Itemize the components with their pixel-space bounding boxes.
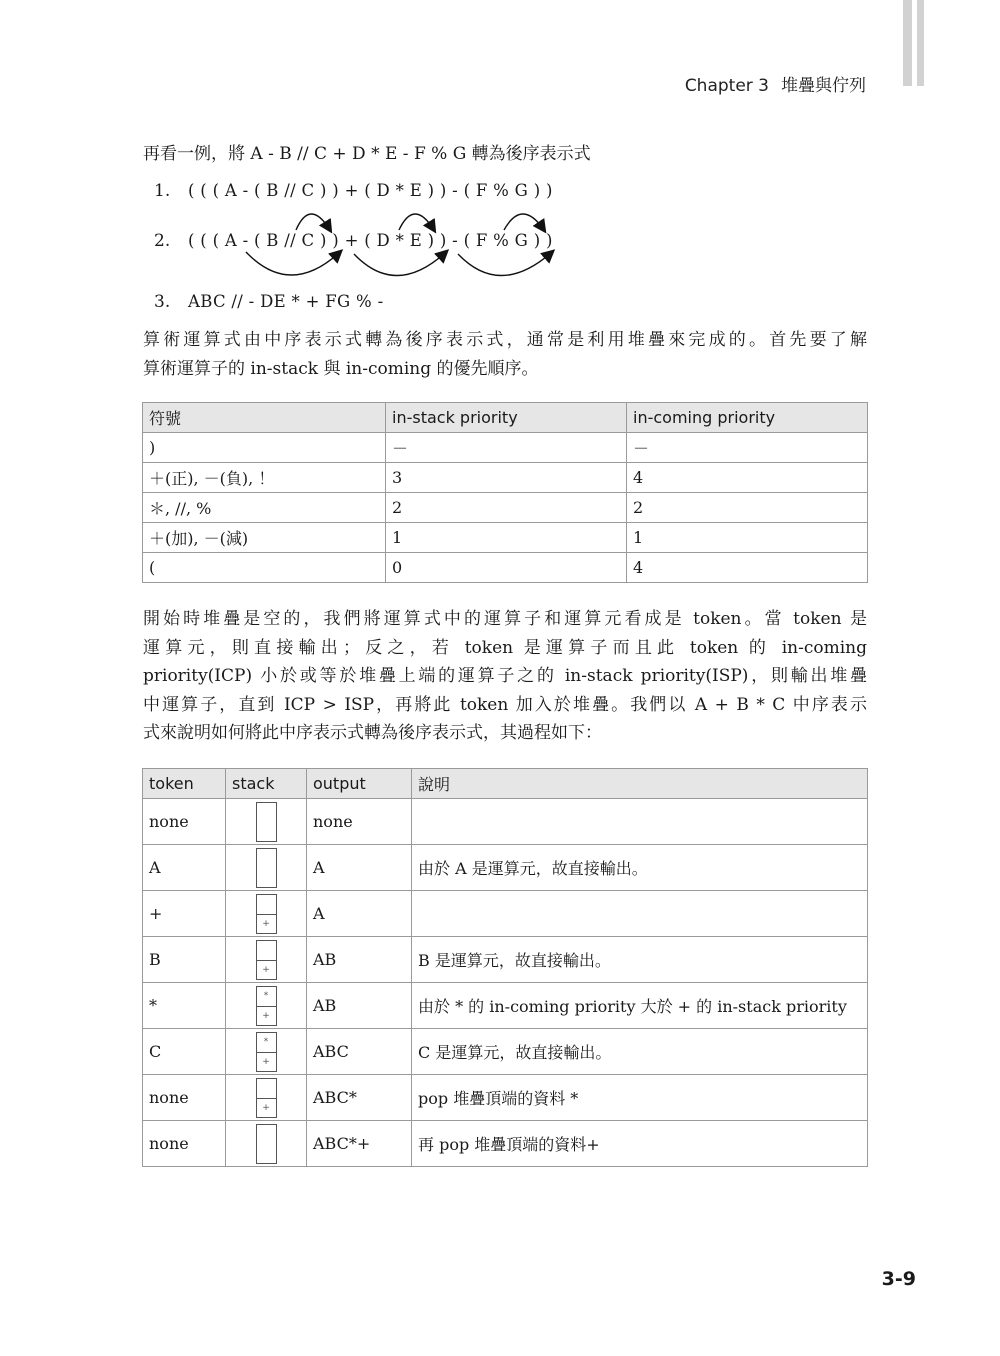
token-cell: B — [143, 937, 226, 983]
token-cell: * — [143, 983, 226, 1029]
stack-diagram — [256, 1032, 277, 1072]
stack-top-slot — [257, 941, 276, 960]
paragraph-line: 開始時堆疊是空的，我們將運算式中的運算子和運算元看成是 token。當 token 是 — [143, 609, 867, 629]
table-row — [143, 553, 868, 583]
stack-top-slot — [257, 803, 276, 822]
note-cell: C 是運算元，故直接輸出。 — [412, 1029, 868, 1075]
arrow-over-div — [296, 214, 330, 230]
page-number: 3-9 — [881, 1268, 916, 1290]
stack-top-slot — [257, 849, 276, 868]
stack-cell — [226, 1121, 307, 1167]
stack-bottom-slot: + — [257, 1006, 276, 1025]
step-expression: ABC // - DE * + FG % - — [188, 292, 384, 311]
chapter-title: 堆疊與佇列 — [781, 76, 866, 96]
note-cell: B 是運算元，故直接輸出。 — [412, 937, 868, 983]
table-header-row — [143, 403, 868, 433]
stack-top-slot: * — [263, 1036, 269, 1047]
table-row — [143, 433, 868, 463]
step-number: 3. — [154, 292, 171, 312]
stack-bottom-slot: + — [257, 1052, 276, 1071]
icp-cell: 2 — [627, 493, 868, 523]
stack-bottom-slot — [257, 822, 276, 841]
table-row — [143, 523, 868, 553]
stack-cell — [226, 845, 307, 891]
paragraph-priority-intro — [143, 326, 867, 383]
step-expression: ( ( ( A - ( B // C ) ) + ( D * E ) ) - ( F % G ) ) — [188, 231, 553, 250]
stack-diagram — [256, 894, 277, 934]
step-number: 2. — [154, 231, 171, 251]
token-cell: none — [143, 799, 226, 845]
stack-diagram — [256, 848, 277, 888]
symbol-cell: ＋(正), －(負), ！ — [143, 463, 386, 493]
stack-bottom-slot: + — [257, 1098, 276, 1117]
output-cell: ABC* — [307, 1075, 412, 1121]
token-cell: A — [143, 845, 226, 891]
column-header: stack — [226, 769, 307, 799]
arrow-under-plus — [354, 252, 446, 276]
icp-cell: － — [627, 433, 868, 463]
table-row — [143, 891, 868, 937]
stack-bottom-slot — [257, 1144, 276, 1163]
symbol-cell: ( — [143, 553, 386, 583]
table-row — [143, 937, 868, 983]
output-cell: ABC — [307, 1029, 412, 1075]
isp-cell: 3 — [386, 463, 627, 493]
paragraph-line: priority(ICP) 小於或等於堆疊上端的運算子之的 in-stack priority(ISP)，則輸出堆疊 — [143, 666, 867, 687]
note-cell: 由於 A 是運算元，故直接輸出。 — [412, 845, 868, 891]
stack-top-slot — [257, 1125, 276, 1144]
stack-top-slot: * — [263, 990, 269, 1001]
table-row — [143, 1121, 868, 1167]
output-cell: none — [307, 799, 412, 845]
table-row — [143, 1029, 868, 1075]
table-row — [143, 983, 868, 1029]
output-cell: AB — [307, 937, 412, 983]
stack-diagram — [256, 1124, 277, 1164]
arrow-over-mul — [399, 214, 434, 230]
symbol-cell: ＊, //, % — [143, 493, 386, 523]
table-row — [143, 845, 868, 891]
paragraph-algorithm — [143, 605, 867, 748]
column-header: 說明 — [412, 769, 868, 799]
note-cell: 再 pop 堆疊頂端的資料+ — [412, 1121, 868, 1167]
token-cell: + — [143, 891, 226, 937]
column-header: in-stack priority — [386, 403, 627, 433]
table-row — [143, 463, 868, 493]
symbol-cell: ) — [143, 433, 386, 463]
token-cell: none — [143, 1075, 226, 1121]
icp-cell: 4 — [627, 553, 868, 583]
icp-cell: 1 — [627, 523, 868, 553]
stack-top-slot — [257, 1079, 276, 1098]
stack-top-slot — [257, 895, 276, 914]
stack-cell — [226, 1029, 307, 1075]
column-header: in-coming priority — [627, 403, 868, 433]
note-cell: 由於 * 的 in-coming priority 大於 + 的 in-stack priority — [412, 983, 868, 1029]
output-cell: A — [307, 891, 412, 937]
step-expression: ( ( ( A - ( B // C ) ) + ( D * E ) ) - ( F % G ) ) — [188, 181, 553, 200]
table-header-row — [143, 769, 868, 799]
arrow-over-mod — [504, 214, 544, 230]
note-cell — [412, 799, 868, 845]
operator-move-arrows — [0, 0, 1000, 320]
priority-table — [142, 402, 868, 583]
isp-cell: 2 — [386, 493, 627, 523]
stack-bottom-slot: + — [257, 960, 276, 979]
icp-cell: 4 — [627, 463, 868, 493]
table-row — [143, 493, 868, 523]
paragraph-line: 算術運算式由中序表示式轉為後序表示式，通常是利用堆疊來完成的。首先要了解 — [143, 330, 867, 350]
arrow-under-minus — [246, 252, 340, 275]
output-cell: AB — [307, 983, 412, 1029]
token-cell: none — [143, 1121, 226, 1167]
stack-cell — [226, 799, 307, 845]
isp-cell: 1 — [386, 523, 627, 553]
chapter-label: Chapter 3 — [684, 76, 769, 96]
stack-cell — [226, 891, 307, 937]
conversion-trace-table — [142, 768, 868, 1167]
stack-diagram — [256, 1078, 277, 1118]
paragraph-line: 運算元，則直接輸出；反之，若 token 是運算子而且此 token 的 in-coming — [143, 637, 867, 658]
paragraph-line: 算術運算子的 in-stack 與 in-coming 的優先順序。 — [143, 358, 539, 379]
isp-cell: 0 — [386, 553, 627, 583]
output-cell: ABC*+ — [307, 1121, 412, 1167]
stack-diagram — [256, 802, 277, 842]
intro-sentence: 再看一例，將 A - B // C + D * E - F % G 轉為後序表示式 — [143, 144, 591, 164]
stack-bottom-slot — [257, 868, 276, 887]
symbol-cell: ＋(加), －(減) — [143, 523, 386, 553]
stack-cell — [226, 983, 307, 1029]
stack-diagram — [256, 940, 277, 980]
stack-diagram — [256, 986, 277, 1026]
isp-cell: － — [386, 433, 627, 463]
step-number: 1. — [154, 181, 171, 201]
token-cell: C — [143, 1029, 226, 1075]
table-row — [143, 799, 868, 845]
arrow-under-minus-outer — [458, 252, 552, 276]
column-header: 符號 — [143, 403, 386, 433]
column-header: output — [307, 769, 412, 799]
table-row — [143, 1075, 868, 1121]
stack-bottom-slot: + — [257, 914, 276, 933]
paragraph-line: 式來說明如何將此中序表示式轉為後序表示式，其過程如下： — [143, 723, 602, 744]
paragraph-line: 中運算子，直到 ICP > ISP，再將此 token 加入於堆疊。我們以 A + B * C 中序表示 — [143, 694, 867, 715]
column-header: token — [143, 769, 226, 799]
stack-cell — [226, 937, 307, 983]
stack-cell — [226, 1075, 307, 1121]
output-cell: A — [307, 845, 412, 891]
note-cell — [412, 891, 868, 937]
note-cell: pop 堆疊頂端的資料 * — [412, 1075, 868, 1121]
